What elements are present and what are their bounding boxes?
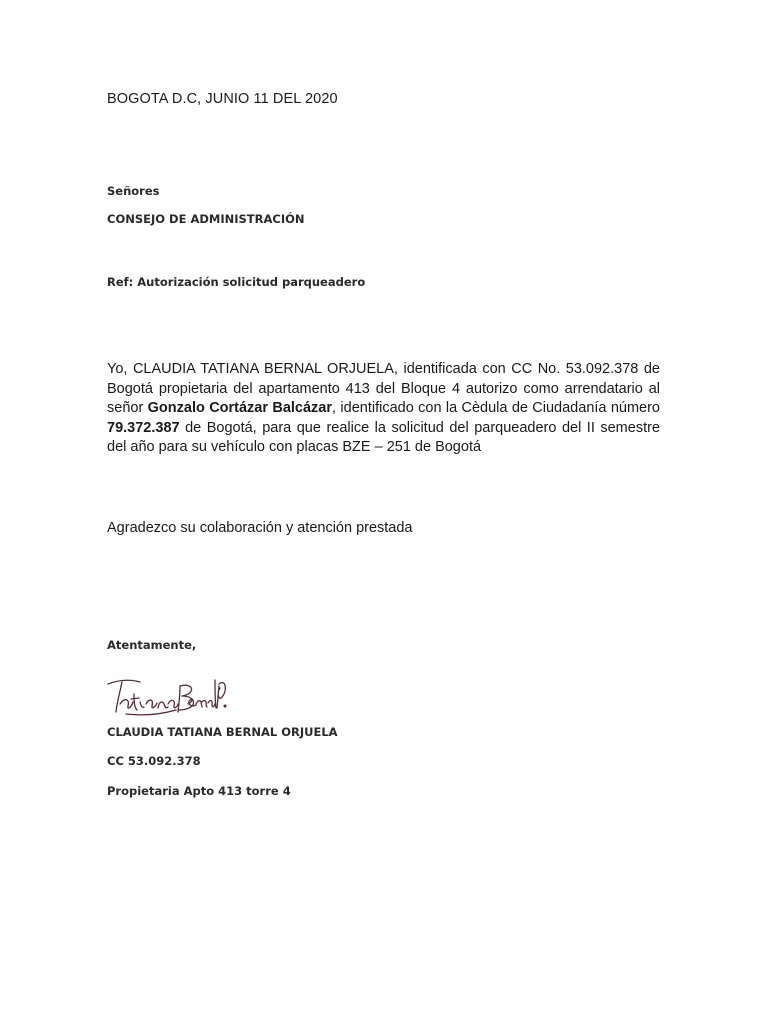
signer-id: CC 53.092.378 [107,754,201,768]
addressee-council: CONSEJO DE ADMINISTRACIÓN [107,212,305,226]
tenant-id: 79.372.387 [107,419,180,436]
thanks-line: Agradezco su colaboración y atención prestada [107,520,413,536]
letter-date: BOGOTA D.C, JUNIO 11 DEL 2020 [107,91,338,107]
body-end: de Bogotá, para que realice la solicitud del parqueadero del II semestre del año para su vehículo con placas BZE – 251 de Bogotá [107,419,660,456]
closing-line: Atentamente, [107,638,197,652]
reference-line: Ref: Autorización solicitud parqueadero [107,275,366,289]
tenant-name: Gonzalo Cortázar Balcázar [147,400,333,417]
body-mid: , identificado con la Cèdula de Ciudadanía número [332,400,660,417]
signer-role: Propietaria Apto 413 torre 4 [107,784,291,798]
handwritten-signature [104,674,228,718]
addressee-salutation: Señores [107,184,160,198]
body-intro: Yo, CLAUDIA TATIANA BERNAL ORJUELA, identificada con CC No. 53.092.378 de Bogotá propietaria del apartamento 413 del Bloque 4 autorizo como arrendatario al señor [107,361,660,417]
body-paragraph [107,360,660,458]
signer-name: CLAUDIA TATIANA BERNAL ORJUELA [107,725,338,739]
